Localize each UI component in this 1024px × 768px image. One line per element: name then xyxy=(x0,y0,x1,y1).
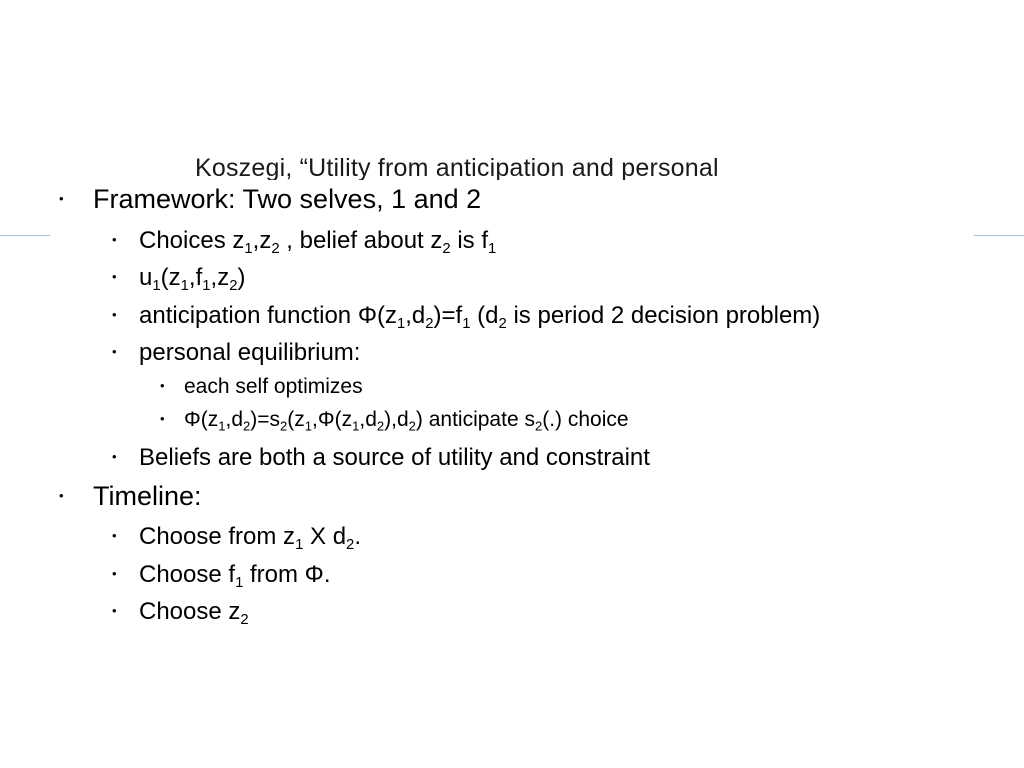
subscript: 2 xyxy=(240,612,249,629)
subscript: 1 xyxy=(352,418,360,434)
bullet-icon: • xyxy=(112,603,117,618)
text-run: from Φ. xyxy=(243,561,331,588)
right-divider xyxy=(974,235,1024,236)
bullet-icon: • xyxy=(112,307,117,322)
subscript: 1 xyxy=(180,278,189,295)
text-run: Choose f xyxy=(139,561,236,588)
text-run: ,f xyxy=(188,264,203,291)
text-run: , belief about z xyxy=(279,227,443,254)
subscript: 2 xyxy=(534,418,543,434)
subscript: 1 xyxy=(396,316,406,333)
text-run: (z xyxy=(160,264,181,291)
left-divider xyxy=(0,235,50,236)
text-run: each self optimizes xyxy=(184,375,363,398)
bullet-text xyxy=(184,408,629,434)
subscript: 1 xyxy=(462,316,471,333)
slide-title-area xyxy=(0,148,1024,180)
bullet-text xyxy=(139,302,821,333)
subscript: 2 xyxy=(271,241,280,258)
subscript: 2 xyxy=(376,418,385,434)
subscript: 2 xyxy=(243,418,251,434)
bullet-line xyxy=(112,523,361,554)
bullet-line xyxy=(59,184,482,215)
text-run: Choose z xyxy=(139,598,241,625)
bullet-line xyxy=(112,561,331,592)
bullet-line xyxy=(160,375,363,399)
subscript: 1 xyxy=(304,418,313,434)
text-run: ,d xyxy=(405,302,426,329)
text-run: ,z xyxy=(210,264,230,291)
text-run: (.) choice xyxy=(542,408,629,431)
bullet-icon: • xyxy=(160,411,165,426)
bullet-icon: • xyxy=(112,269,117,284)
bullet-text xyxy=(139,444,650,471)
bullet-text xyxy=(139,227,497,258)
text-run: ,z xyxy=(252,227,272,254)
subscript: 2 xyxy=(408,418,416,434)
subscript: 2 xyxy=(498,316,507,333)
bullet-text xyxy=(139,523,361,554)
text-run: Choose from z xyxy=(139,523,296,550)
bullet-line xyxy=(160,408,629,434)
text-run: anticipation function Φ(z xyxy=(139,302,397,329)
bullet-line xyxy=(112,598,249,629)
bullet-icon: • xyxy=(160,378,165,393)
text-run: ,Φ(z xyxy=(312,408,353,431)
text-run: (d xyxy=(470,302,499,329)
text-run: Φ(z xyxy=(184,408,219,431)
text-run: Timeline: xyxy=(93,481,202,511)
bullet-icon: • xyxy=(112,344,117,359)
text-run: (z xyxy=(287,408,305,431)
text-run: is period 2 decision problem) xyxy=(506,302,821,329)
subscript: 2 xyxy=(346,537,355,554)
text-run: u xyxy=(139,264,153,291)
bullet-line xyxy=(112,444,650,472)
subscript: 2 xyxy=(280,418,288,434)
subscript: 1 xyxy=(202,278,211,295)
bullet-icon: • xyxy=(112,232,117,247)
bullet-text xyxy=(93,184,481,214)
text-run: X d xyxy=(303,523,347,550)
text-run: ,d xyxy=(225,408,244,431)
bullet-text xyxy=(139,598,249,629)
text-run: ),d xyxy=(384,408,409,431)
bullet-icon: • xyxy=(112,566,117,581)
text-run: ) xyxy=(237,264,246,291)
text-run: ,d xyxy=(359,408,377,431)
bullet-text xyxy=(184,375,363,398)
bullet-line xyxy=(59,481,202,512)
subscript: 2 xyxy=(229,278,238,295)
text-run: )=f xyxy=(433,302,463,329)
bullet-text xyxy=(139,561,331,592)
text-run: )=s xyxy=(250,408,281,431)
subscript: 1 xyxy=(218,418,226,434)
subscript: 1 xyxy=(235,575,244,592)
text-run: Beliefs are both a source of utility and constraint xyxy=(139,444,650,471)
subscript: 1 xyxy=(295,537,304,554)
bullet-line xyxy=(112,264,246,295)
subscript: 1 xyxy=(488,241,497,258)
subscript: 1 xyxy=(152,278,161,295)
bullet-icon: • xyxy=(112,528,117,543)
text-run: Framework: Two selves, 1 and 2 xyxy=(93,184,482,214)
bullet-icon: • xyxy=(112,449,117,464)
text-run: Choices z xyxy=(139,227,245,254)
subscript: 1 xyxy=(244,241,253,258)
text-run: personal equilibrium: xyxy=(139,339,361,366)
subscript: 2 xyxy=(425,316,434,333)
bullet-text xyxy=(93,481,202,511)
bullet-line xyxy=(112,339,361,367)
bullet-line xyxy=(112,227,497,258)
text-run: ) anticipate s xyxy=(415,408,535,431)
bullet-icon: • xyxy=(59,488,64,503)
bullet-text xyxy=(139,339,360,366)
subscript: 2 xyxy=(442,241,451,258)
slide-title: Koszegi, “Utility from anticipation and personal xyxy=(195,154,719,180)
text-run: is f xyxy=(450,227,489,254)
bullet-icon: • xyxy=(59,191,64,206)
bullet-text xyxy=(139,264,246,295)
bullet-line xyxy=(112,302,821,333)
text-run: . xyxy=(354,523,361,550)
